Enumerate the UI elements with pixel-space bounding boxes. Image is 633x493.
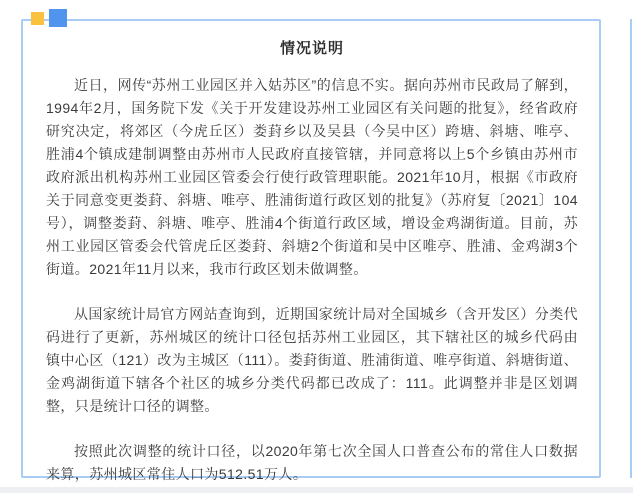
decor-yellow-square <box>31 12 44 25</box>
notice-paragraph-3: 按照此次调整的统计口径，以2020年第七次全国人口普查公布的常住人口数据来算，苏州城区常住人口为512.51万人。 <box>46 443 578 482</box>
notice-paragraph-2: 从国家统计局官方网站查询到，近期国家统计局对全国城乡（含开发区）分类代码进行了更新，苏州城区的统计口径包括苏州工业园区，其下辖社区的城乡代码由镇中心区（121）改为主城区（111）。娄葑街道、胜浦街道、唯亭街道、斜塘街道、金鸡湖街道下辖各个社区的城乡分类代码都已改成了：111。此调整并非是区划调整，只是统计口径的调整。 <box>46 306 578 414</box>
notice-title: 情况说明 <box>279 40 344 57</box>
notice-body <box>46 74 578 486</box>
decor-blue-square <box>49 9 67 27</box>
notice-card-content <box>23 21 599 486</box>
notice-paragraph-1: 近日，网传“苏州工业园区并入姑苏区”的信息不实。据向苏州市民政局了解到，1994年2月，国务院下发《关于开发建设苏州工业园区有关问题的批复》，经省政府研究决定，将郊区（今虎丘区）娄葑乡以及吴县（今吴中区）跨塘、斜塘、唯亭、胜浦4个镇成建制调整由苏州市人民政府直接管辖，并同意将以上5个乡镇由苏州市政府派出机构苏州工业园区管委会行使行政管理职能。2021年10月，根据《市政府关于同意变更娄葑、斜塘、唯亭、胜浦街道行政区划的批复》（苏府复〔2021〕104号），调整娄葑、斜塘、唯亭、胜浦4个街道行政区域，增设金鸡湖街道。目前，苏州工业园区管委会代管虎丘区娄葑、斜塘2个街道和吴中区唯亭、胜浦、金鸡湖3个街道。2021年11月以来，我市行政区划未做调整。 <box>46 77 578 277</box>
notice-card <box>21 19 601 482</box>
page-bottom-strip <box>0 487 633 493</box>
